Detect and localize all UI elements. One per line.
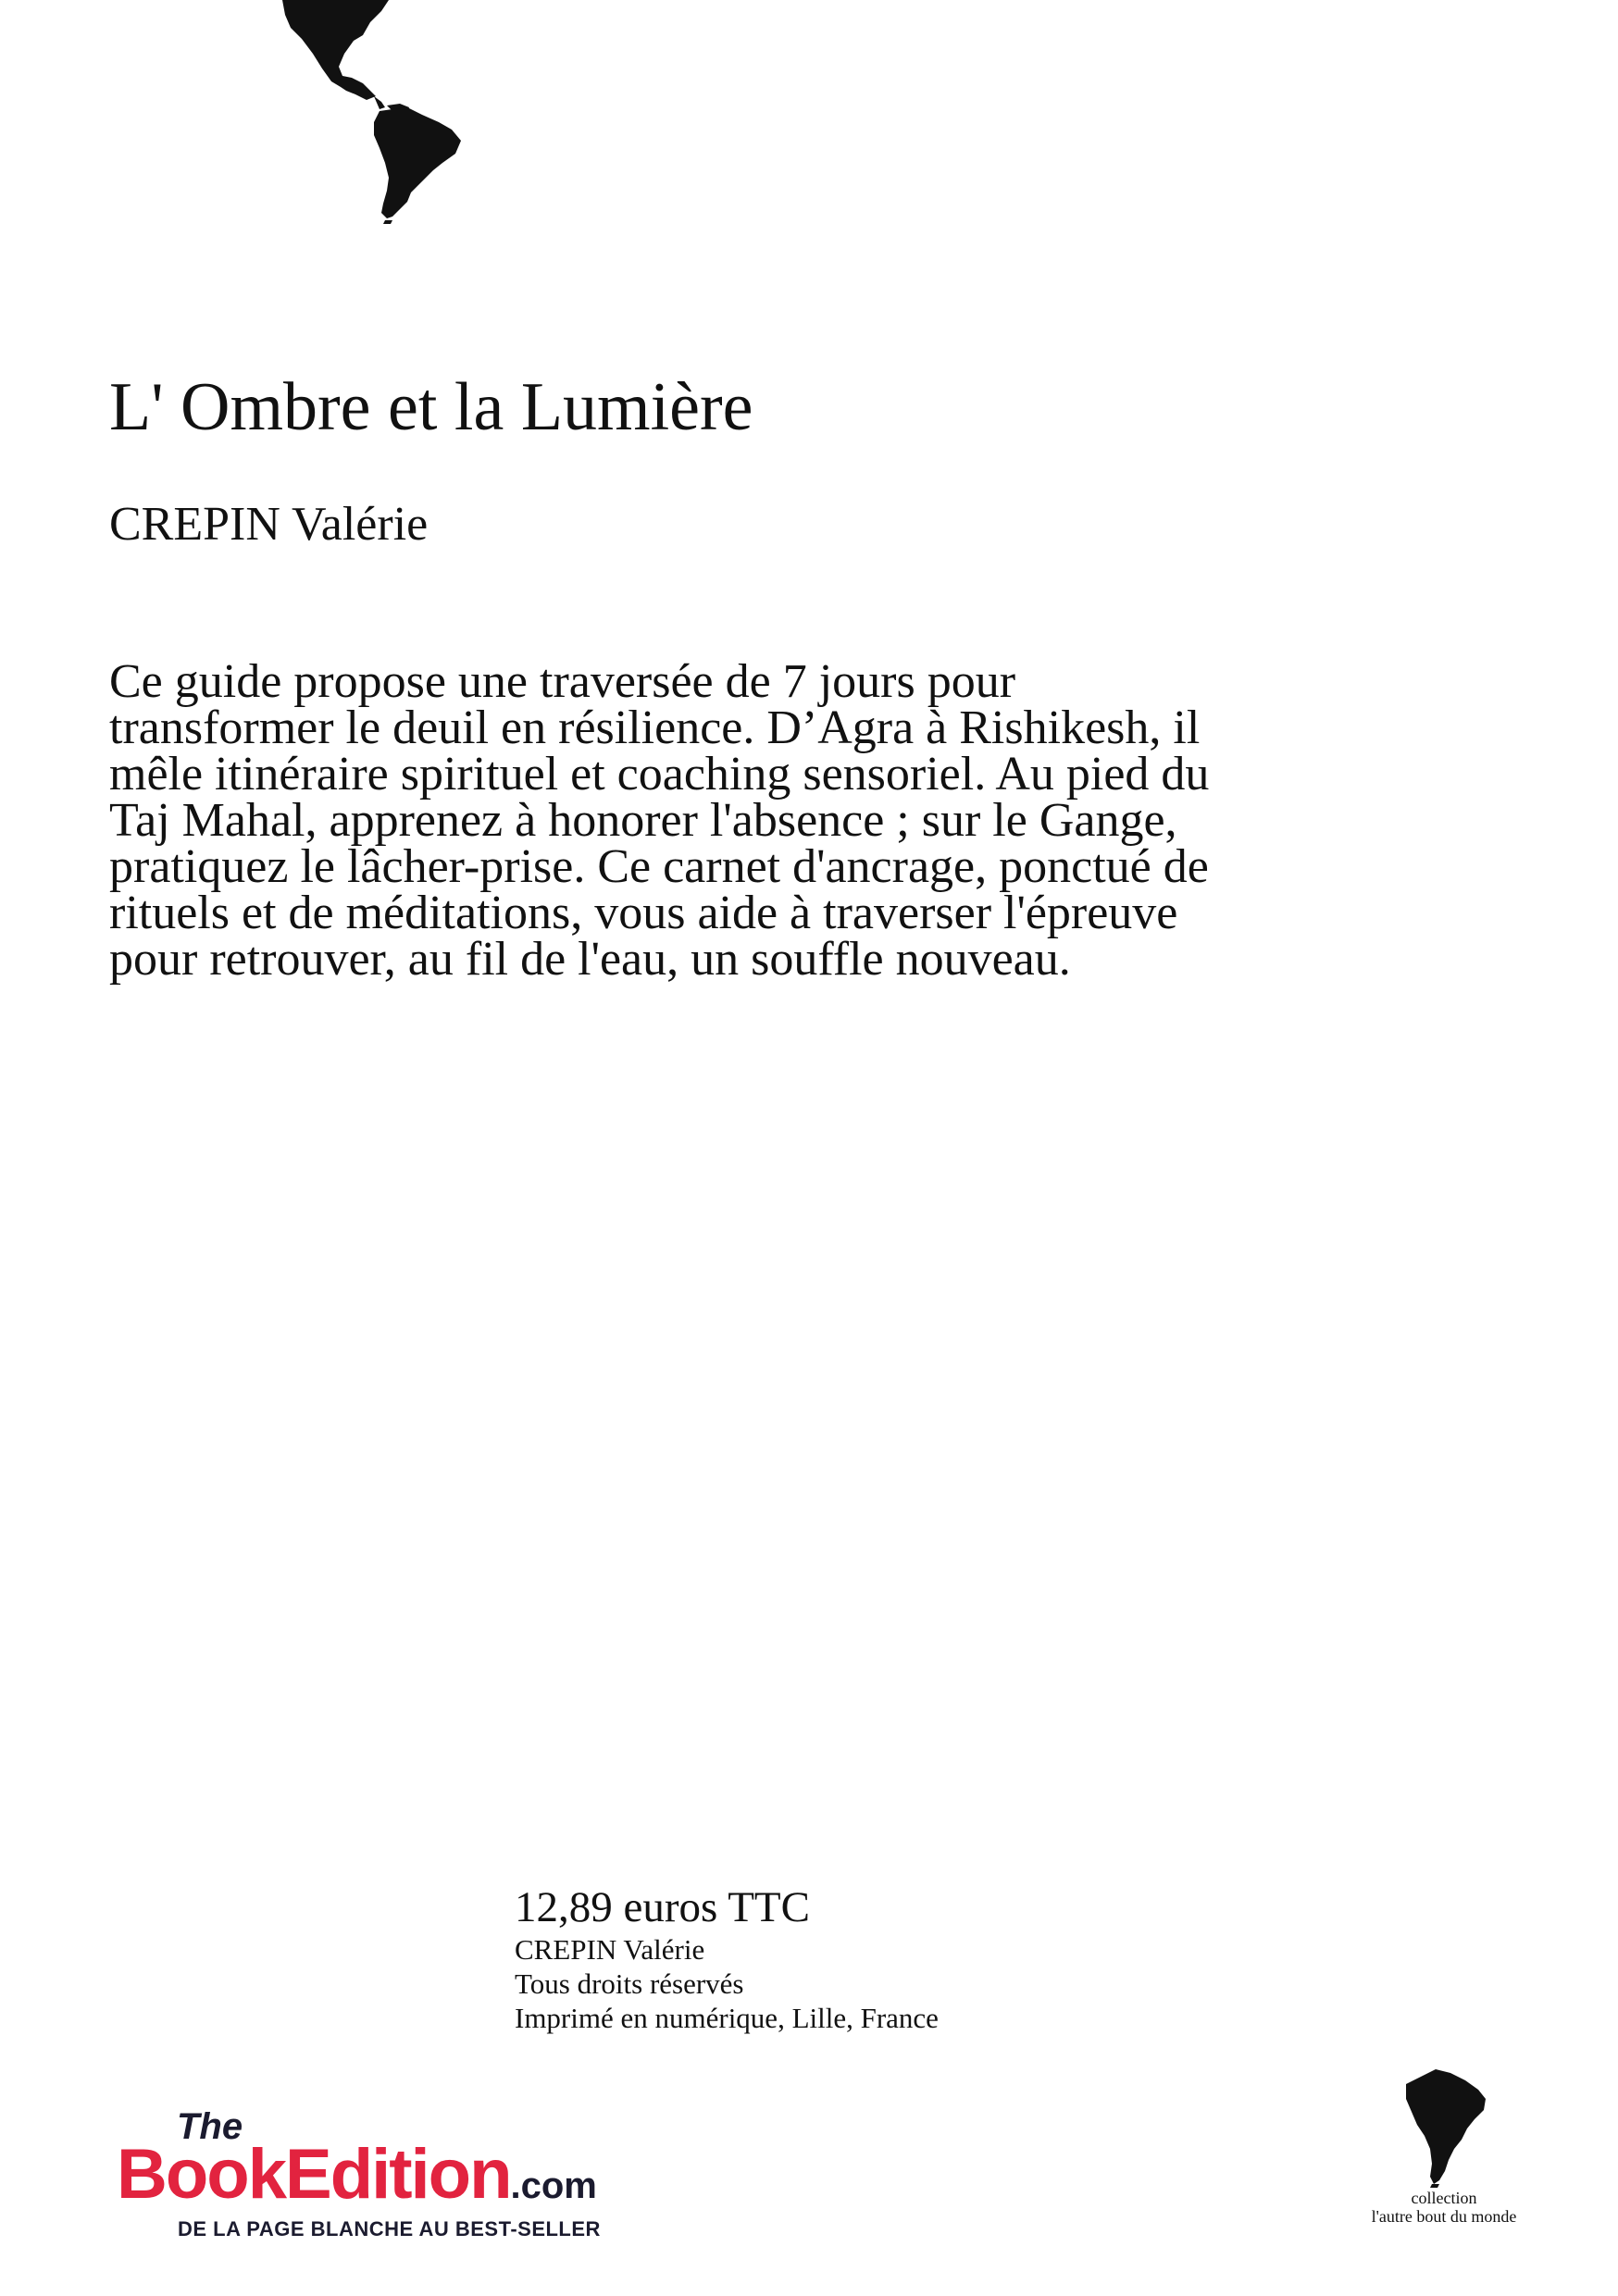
- colophon-author: CREPIN Valérie: [515, 1933, 705, 1966]
- colophon: [515, 1882, 1070, 2035]
- publisher-logo: [117, 2108, 672, 2238]
- logo-tld: .com: [510, 2166, 597, 2206]
- collection-label: collection: [1411, 2189, 1477, 2207]
- book-title: L' Ombre et la Lumière: [109, 369, 753, 445]
- logo-the: The: [177, 2106, 243, 2147]
- americas-map-icon: [278, 0, 500, 231]
- south-america-map-icon: [1393, 2064, 1495, 2189]
- price: 12,89 euros TTC: [515, 1883, 810, 1931]
- printing-notice: Imprimé en numérique, Lille, France: [515, 2002, 939, 2034]
- book-author: CREPIN Valérie: [109, 498, 429, 551]
- logo-wordmark: [117, 2135, 597, 2214]
- collection-name: l'autre bout du monde: [1371, 2207, 1517, 2226]
- logo-brand: BookEdition: [117, 2135, 511, 2214]
- rights-notice: Tous droits réservés: [515, 1967, 744, 2000]
- logo-slogan: DE LA PAGE BLANCHE AU BEST-SELLER: [178, 2217, 601, 2240]
- collection-badge: [1342, 2064, 1546, 2240]
- book-blurb: Ce guide propose une traversée de 7 jours pour transformer le deuil en résilience. D’Agra à Rishikesh, il mêle itinéraire spirituel et coaching sensoriel. Au pied du Taj Mahal, apprenez à honorer l'absence ; sur le Gange, pratiquez le lâcher-prise. Ce carnet d'ancrage, ponctué de rituels et de méditations, vous aide à traverser l'épreuve pour retrouver, au fil de l'eau, un souffle nouveau.: [109, 655, 1210, 986]
